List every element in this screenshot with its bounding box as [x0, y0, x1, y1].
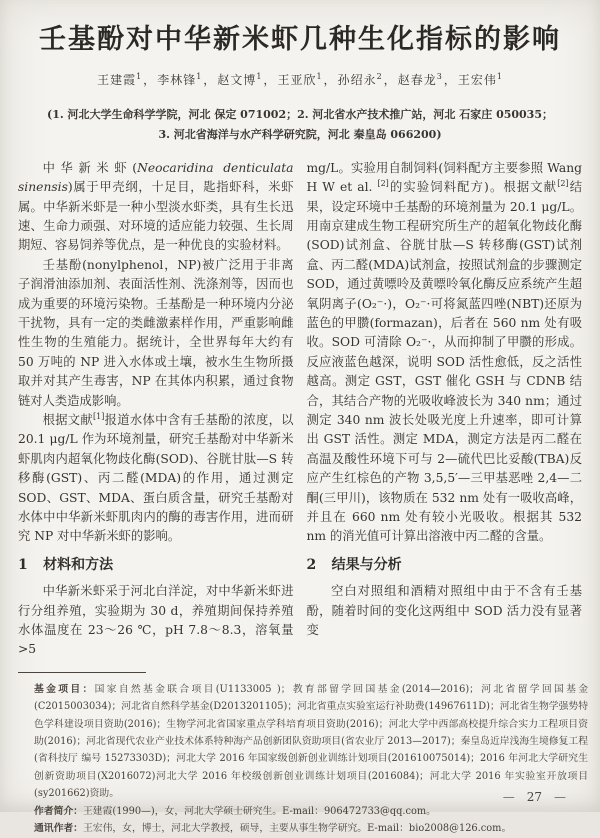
corresponding-author-text: 王宏伟，女，博士，河北大学教授，硕导，主要从事生物学研究。E-mail：bio2008@126.com。 — [82, 823, 512, 835]
affiliation-line-2: 3. 河北省海洋与水产科学研究院，河北 秦皇岛 066200) — [158, 128, 442, 142]
author-affiliation-mark: 1 — [196, 72, 203, 81]
author-bio-text: 王建霞(1990—)，女，河北大学硕士研究生。E-mail：906472733@qq.com。 — [82, 805, 436, 817]
paragraph-shrimp-intro: 中华新米虾(Neocaridina denticulata sinensis)属于甲壳纲，十足目，匙指虾科，米虾属。中华新米虾是一种小型淡水虾类，具有生长迅速、生命力顽强、对环境的适应能力较强、生长周期短、容易饲养等优点，是一种优良的实验材料。 — [18, 160, 294, 253]
paragraph-methods-continued: mg/L。实验用自制饲料(饲料配方主要参照 Wang H W et al. [2]的实验饲料配方)。根据文献[2]结果，设定环境中壬基酚的环境剂量为 20.1 μg/L。用南京建成生物工程研究所生产的超氧化物歧化酶(SOD)试剂盒、谷胱甘肽—S 转移酶(GST)试剂盒、丙二醛(MDA)试剂盒，按照试剂盒的步骤测定 SOD，通过黄嘌呤及黄嘌呤氧化酶反应系统产生超氧阴离子(O₂⁻·)，O₂⁻·可将氮蓝四唑(NBT)还原为蓝色的甲臜(formazan)，后者在 560 nm 处有吸收。SOD 可清除 O₂⁻·，从而抑制了甲臜的形成。反应液蓝色越深，说明 SOD 活性愈低，反之活性越高。测定 GST，GST 催化 GSH 与 CDNB 结合，其结合产物的光吸收峰波长为 340 nm；通过测定 340 nm 波长处吸光度上升速率，即可计算出 GST 活性。测定 MDA，测定方法是丙二醛在高温及酸性环境下可与 2—硫代巴比妥酸(TBA)反应产生红棕色的产物 3,5,5′—三甲基恶唑 2,4—二酮(三甲川)，该物质在 532 nm 处有一吸收高峰，并且在 660 nm 处有较小光吸收。根据其 532 nm 的消光值可计算出溶液中丙二醛的含量。 — [306, 160, 582, 544]
author-separator: ， — [323, 73, 337, 87]
author-affiliation-mark: 2 — [376, 72, 383, 81]
affiliations-block — [0, 105, 600, 146]
section-heading-results-analysis — [307, 556, 583, 575]
author-affiliation-mark: 1 — [496, 72, 503, 81]
author-separator: ， — [443, 73, 457, 87]
page-number-value: 27 — [526, 790, 542, 804]
author-name: 李林锋$^1$ — [157, 72, 203, 87]
author-separator: ， — [263, 73, 277, 87]
corresponding-author-label: 通讯作者： — [34, 823, 83, 835]
page-number — [491, 790, 578, 804]
section-title: 材料和方法 — [43, 556, 114, 573]
funding-note — [34, 681, 588, 803]
paragraph-results: 空白对照组和酒精对照组中由于不含有壬基酚，随着时间的变化这两组中 SOD 活力没有显著变 — [306, 584, 582, 638]
author-bio-note — [34, 803, 588, 820]
author-name: 王建霞$^1$ — [97, 72, 143, 87]
author-name: 赵春龙$^3$ — [397, 72, 443, 87]
author-bio-label: 作者简介： — [34, 805, 83, 817]
body-columns — [0, 159, 600, 660]
section-title: 结果与分析 — [331, 556, 402, 573]
paragraph-methods: 中华新米虾采于河北白洋淀，对中华新米虾进行分组养殖，实验期为 30 d，养殖期间保持养殖水体温度在 23～26 ℃，pH 7.8～8.3，溶氧量>5 — [18, 584, 294, 657]
author-name: 王亚欣$^1$ — [277, 72, 323, 87]
authors-line — [0, 71, 600, 88]
paragraph-nonylphenol-intro: 壬基酚(nonylphenol，NP)被广泛用于非离子润滑油添加剂、表面活性剂、洗涤剂等，因而也成为重要的环境污染物。壬基酚是一种环境内分泌干扰物，具有一定的类雌激素样作用，严重影响雌性生物的生殖能力。据统计，全世界每年大约有 50 万吨的 NP 进入水体或土壤，被水生生物所摄取并对其产生毒害，NP 在其体内积累，通过食物链对人类造成影响。 — [18, 257, 294, 408]
page-number-dash: — — [502, 790, 515, 804]
author-separator: ， — [383, 73, 397, 87]
affiliation-line-1: (1. 河北大学生命科学学院，河北 保定 071002；2. 河北省水产技术推广站，河北 石家庄 050035； — [47, 108, 553, 121]
section-number: 1 — [18, 556, 28, 573]
section-number: 2 — [306, 556, 317, 573]
author-affiliation-mark: 3 — [436, 72, 443, 81]
funding-text: 国家自然基金联合项目(U1133005 )；教育部留学回国基金(2014—2016)；河北省留学回国基金(C2015003034)；河北省自然科学基金(D2013201105)；河北省重点实验室运行补助费(14967611D)；河北省生物学强势特色学科建设项目资助(2016)；生物学河北省国家重点学科培育项目资助(2016)；河北大学中西部高校提升综合实力工程项目资助(2016)；河北省现代农业产业技术体系特种海产品创新团队资助项目(省农业厅 2013—2017)；秦皇岛近岸浅海生境修复工程(省科技厅 编号 15273303D)；河北大学 2016 年国家级创新创业训练计划项目(201610075014)；2016 年河北大学研究生创新资助项目(X2016072)河北大学 2016 年校级创新创业训练计划项目(2016084)；河北大学 2016 年实验室开放项目(sy201662)资助。 — [34, 683, 588, 800]
author-name: 王宏伟$^1$ — [457, 72, 503, 87]
right-column — [307, 159, 583, 660]
author-affiliation-mark: 1 — [136, 72, 143, 81]
author-name: 赵文博$^1$ — [217, 72, 263, 87]
author-affiliation-mark: 1 — [256, 72, 263, 81]
left-column — [18, 159, 294, 660]
author-separator: ， — [203, 73, 217, 87]
page-number-dash: — — [554, 790, 566, 804]
corresponding-author-note — [34, 820, 588, 837]
footnote-separator-rule — [18, 672, 146, 673]
section-heading-materials-methods — [18, 556, 294, 575]
paragraph-study-aim: 根据文献[1]报道水体中含有壬基酚的浓度，以 20.1 μg/L 作为环境剂量，研究壬基酚对中华新米虾肌肉内超氧化物歧化酶(SOD)、谷胱甘肽—S 转移酶(GST)、丙二醛(MDA)的作用，通过测定 SOD、GST、MDA、蛋白质含量，研究壬基酚对水体中中华新米虾肌肉内的酶的毒害作用，进而研究 NP 对中华新米虾的影响。 — [18, 411, 294, 544]
author-affiliation-mark: 1 — [316, 72, 323, 81]
paper-title: 壬基酚对中华新米虾几种生化指标的影响 — [39, 24, 561, 55]
author-name: 孙绍永$^2$ — [337, 72, 383, 87]
author-separator: ， — [143, 73, 157, 87]
funding-label: 基金项目： — [34, 683, 95, 695]
